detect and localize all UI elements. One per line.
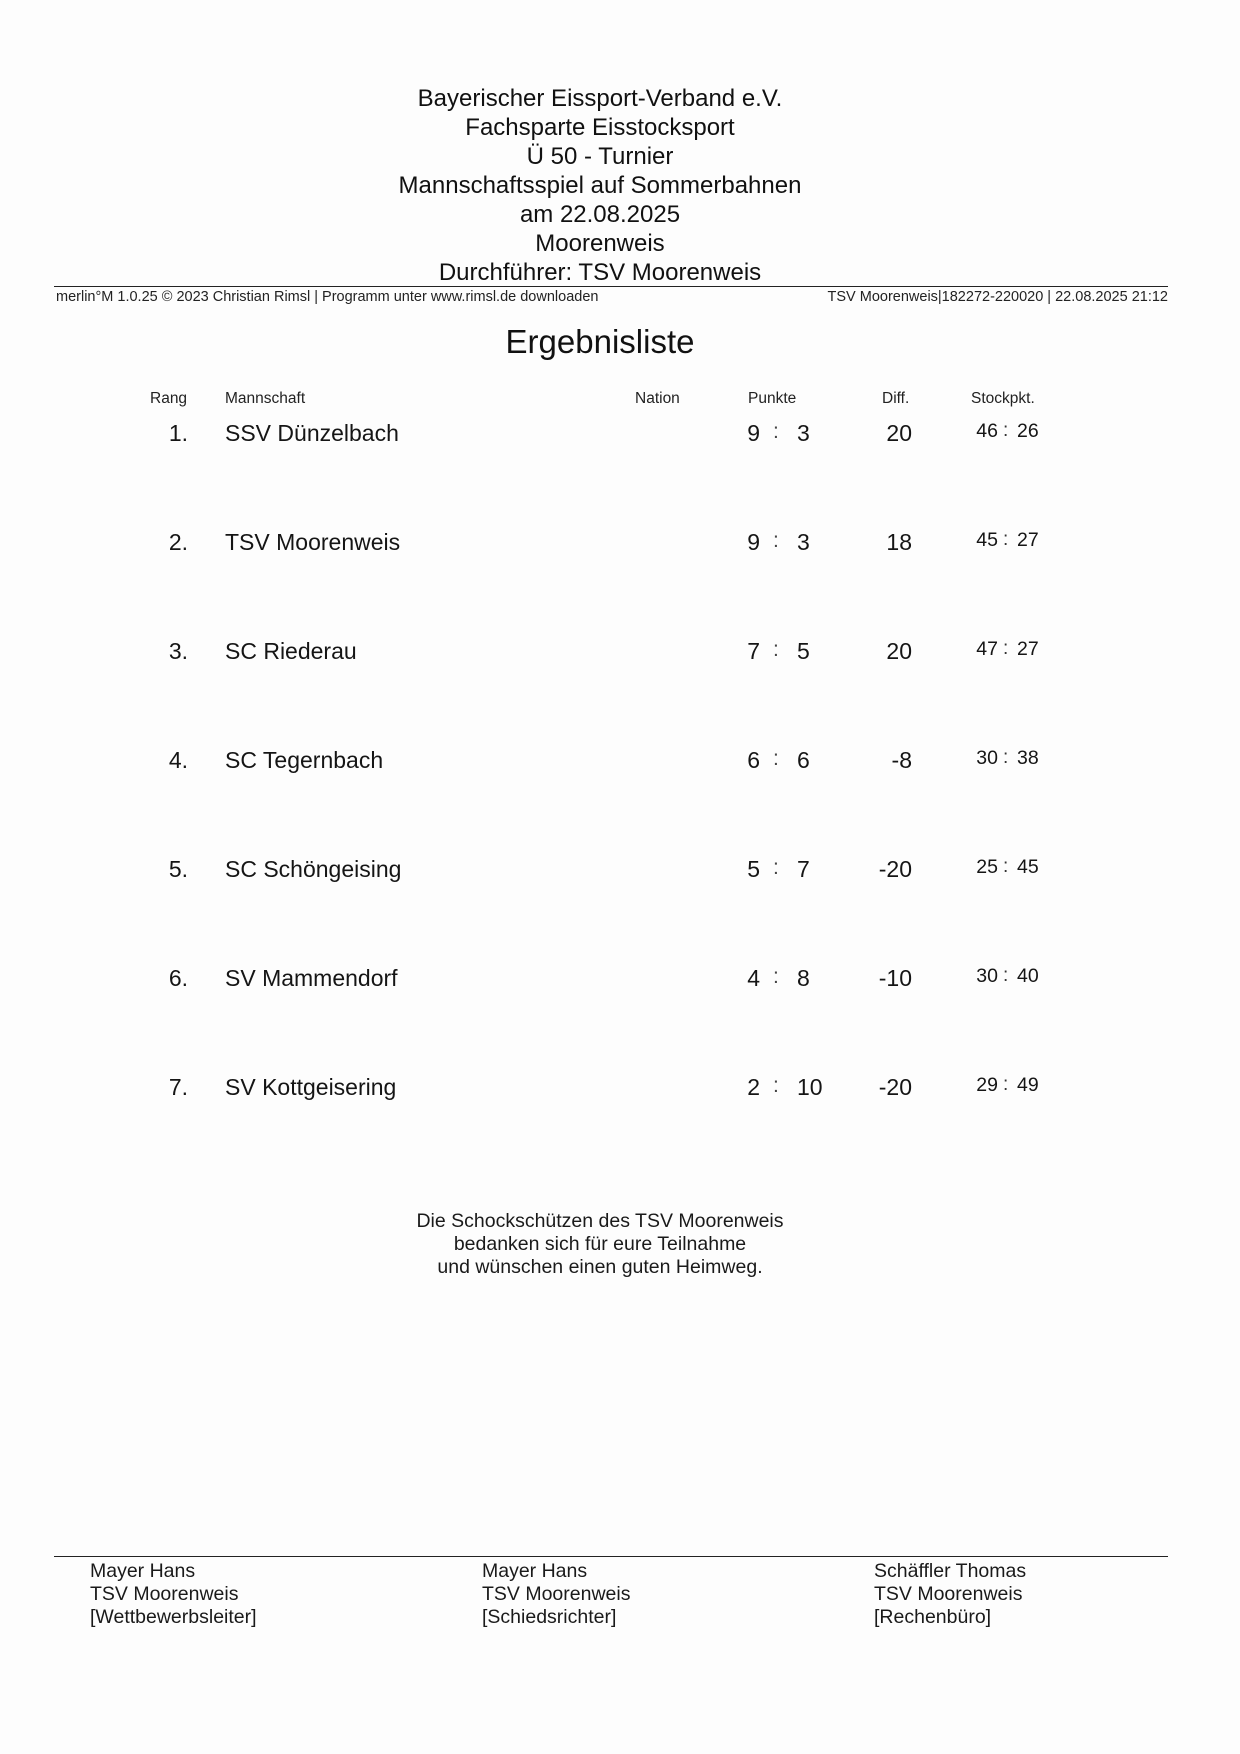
stock-points-for-cell: 46: [976, 420, 998, 442]
stock-points-separator: :: [1003, 747, 1009, 768]
diff-cell: -8: [891, 747, 912, 773]
points-separator: :: [773, 856, 779, 879]
points-lost-cell: 6: [797, 747, 810, 773]
points-lost-cell: 5: [797, 638, 810, 664]
points-won-cell: 9: [747, 420, 760, 446]
stock-points-for-cell: 47: [976, 638, 998, 660]
points-won-cell: 7: [747, 638, 760, 664]
points-won-cell: 9: [747, 529, 760, 555]
points-lost-cell: 8: [797, 965, 810, 991]
diff-cell: 20: [886, 420, 912, 446]
signatory-name: Mayer Hans: [482, 1560, 588, 1582]
rank-cell: 3.: [168, 638, 188, 664]
rank-cell: 1.: [168, 420, 188, 446]
points-won-cell: 2: [747, 1074, 760, 1100]
rank-cell: 4.: [168, 747, 188, 773]
points-lost-cell: 7: [797, 856, 810, 882]
header-division: Fachsparte Eisstocksport: [465, 114, 735, 141]
rank-cell: 7.: [168, 1074, 188, 1100]
table-row: [0, 420, 1240, 460]
points-separator: :: [773, 747, 779, 770]
signatory-role: [Wettbewerbsleiter]: [90, 1606, 257, 1628]
table-row: [0, 638, 1240, 678]
header-location: Moorenweis: [535, 230, 665, 257]
stock-points-separator: :: [1003, 856, 1009, 877]
column-header-rang: Rang: [150, 390, 188, 407]
rank-cell: 6.: [168, 965, 188, 991]
team-cell: SV Kottgeisering: [225, 1074, 397, 1100]
header-tournament: Ü 50 - Turnier: [526, 143, 674, 170]
signature-block-scoring-office: [874, 1560, 1026, 1629]
points-lost-cell: 10: [797, 1074, 823, 1100]
stock-points-for-cell: 29: [976, 1074, 998, 1096]
signatory-name: Mayer Hans: [90, 1560, 196, 1582]
column-header-stockpunkte: Stockpkt.: [971, 390, 1035, 407]
table-row: [0, 747, 1240, 787]
signature-divider: [54, 1556, 1168, 1557]
closing-message: [0, 1210, 1200, 1279]
team-cell: SC Schöngeising: [225, 856, 402, 882]
stock-points-against-cell: 26: [1017, 420, 1039, 442]
document-header: [0, 84, 1200, 287]
stock-points-against-cell: 27: [1017, 529, 1039, 551]
header-competition: Mannschaftsspiel auf Sommerbahnen: [398, 172, 802, 199]
signatory-club: TSV Moorenweis: [482, 1583, 631, 1605]
diff-cell: -20: [878, 856, 912, 882]
signatory-role: [Schiedsrichter]: [482, 1606, 617, 1628]
signatory-club: TSV Moorenweis: [874, 1583, 1023, 1605]
closing-line: Die Schockschützen des TSV Moorenweis: [416, 1210, 784, 1232]
team-cell: SSV Dünzelbach: [225, 420, 399, 446]
column-header-punkte: Punkte: [748, 390, 797, 407]
column-header-nation: Nation: [635, 390, 680, 407]
column-header-team: Mannschaft: [225, 390, 306, 407]
print-stamp: TSV Moorenweis|182272-220020 | 22.08.2025 21:12: [827, 289, 1168, 305]
team-cell: SC Riederau: [225, 638, 357, 664]
column-header-diff: Diff.: [882, 390, 910, 407]
signature-block-referee: [482, 1560, 630, 1629]
page-title: Ergebnisliste: [505, 323, 695, 360]
signatory-role: [Rechenbüro]: [874, 1606, 992, 1628]
points-won-cell: 5: [747, 856, 760, 882]
stock-points-for-cell: 25: [976, 856, 998, 878]
rank-cell: 2.: [168, 529, 188, 555]
closing-line: bedanken sich für eure Teilnahme: [453, 1233, 747, 1255]
points-separator: :: [773, 638, 779, 661]
points-won-cell: 6: [747, 747, 760, 773]
team-cell: SC Tegernbach: [225, 747, 384, 773]
stock-points-against-cell: 27: [1017, 638, 1039, 660]
stock-points-against-cell: 49: [1017, 1074, 1039, 1096]
header-divider: [54, 286, 1168, 287]
stock-points-for-cell: 30: [976, 965, 998, 987]
signatory-club: TSV Moorenweis: [90, 1583, 239, 1605]
table-row: [0, 965, 1240, 1005]
team-cell: SV Mammendorf: [225, 965, 398, 991]
table-row: [0, 856, 1240, 896]
stock-points-against-cell: 38: [1017, 747, 1039, 769]
team-cell: TSV Moorenweis: [225, 529, 401, 555]
header-date: am 22.08.2025: [519, 201, 681, 228]
stock-points-separator: :: [1003, 420, 1009, 441]
rank-cell: 5.: [168, 856, 188, 882]
header-federation: Bayerischer Eissport-Verband e.V.: [417, 85, 783, 112]
points-separator: :: [773, 529, 779, 552]
header-organizer: Durchführer: TSV Moorenweis: [438, 259, 762, 286]
diff-cell: -20: [878, 1074, 912, 1100]
signatory-name: Schäffler Thomas: [874, 1560, 1027, 1582]
points-separator: :: [773, 420, 779, 443]
table-row: [0, 529, 1240, 569]
stock-points-against-cell: 40: [1017, 965, 1039, 987]
points-lost-cell: 3: [797, 420, 810, 446]
points-won-cell: 4: [747, 965, 760, 991]
table-row: [0, 1074, 1240, 1114]
points-separator: :: [773, 1074, 779, 1097]
signature-block-competition-lead: [90, 1560, 257, 1629]
diff-cell: -10: [878, 965, 912, 991]
stock-points-for-cell: 45: [976, 529, 998, 551]
diff-cell: 20: [886, 638, 912, 664]
closing-line: und wünschen einen guten Heimweg.: [437, 1256, 763, 1278]
stock-points-separator: :: [1003, 1074, 1009, 1095]
stock-points-for-cell: 30: [976, 747, 998, 769]
points-lost-cell: 3: [797, 529, 810, 555]
stock-points-against-cell: 45: [1017, 856, 1039, 878]
stock-points-separator: :: [1003, 638, 1009, 659]
points-separator: :: [773, 965, 779, 988]
stock-points-separator: :: [1003, 529, 1009, 550]
stock-points-separator: :: [1003, 965, 1009, 986]
software-credit: merlin°M 1.0.25 © 2023 Christian Rimsl | Programm unter www.rimsl.de downloaden: [56, 289, 599, 305]
diff-cell: 18: [886, 529, 912, 555]
